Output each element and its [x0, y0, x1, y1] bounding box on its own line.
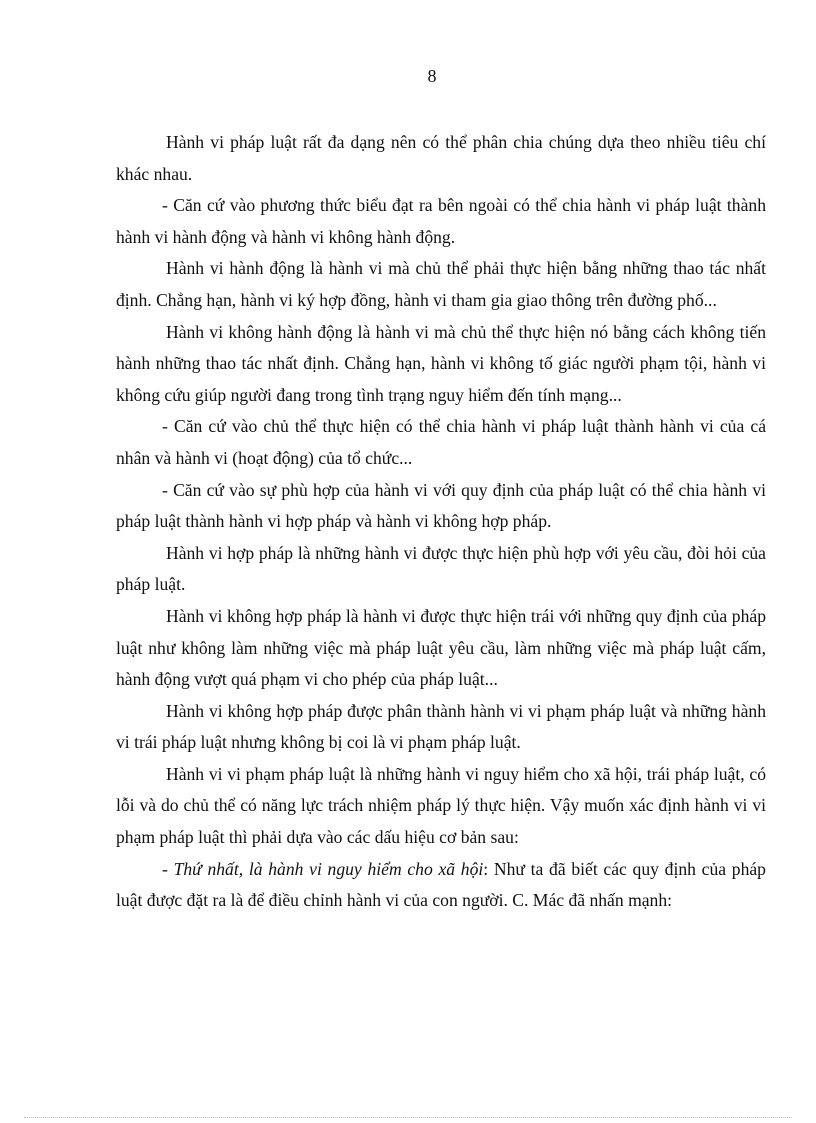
paragraph: Hành vi không hành động là hành vi mà chủ thể thực hiện nó bằng cách không tiến hành những thao tác nhất định. Chẳng hạn, hành vi không tố giác người phạm tội, hành vi không cứu giúp người đang trong tình trạng nguy hiểm đến tính mạng...	[116, 321, 766, 405]
paragraph: Hành vi không hợp pháp được phân thành hành vi vi phạm pháp luật và những hành vi trái pháp luật nhưng không bị coi là vi phạm pháp luật.	[116, 700, 766, 753]
page-number: 8	[427, 66, 437, 86]
paragraph-rest: : Như ta đã biết các quy định của pháp luật được đặt ra là để điều chỉnh hành vi của con người. C. Mác đã nhấn mạnh:	[116, 858, 766, 911]
italic-lead: - Thứ nhất, là hành vi nguy hiểm cho xã hội	[162, 858, 484, 879]
paragraph: Hành vi không hợp pháp là hành vi được thực hiện trái với những quy định của pháp luật như không làm những việc mà pháp luật yêu cầu, làm những việc mà pháp luật cấm, hành động vượt quá phạm vi cho phép của pháp luật...	[116, 605, 766, 690]
paragraph: Hành vi hợp pháp là những hành vi được thực hiện phù hợp với yêu cầu, đòi hỏi của pháp luật.	[116, 542, 766, 595]
paragraph: - Căn cứ vào phương thức biểu đạt ra bên ngoài có thể chia hành vi pháp luật thành hành vi hành động và hành vi không hành động.	[116, 195, 766, 247]
paragraph: - Căn cứ vào sự phù hợp của hành vi với quy định của pháp luật có thể chia hành vi pháp luật thành hành vi hợp pháp và hành vi không hợp pháp.	[116, 479, 766, 532]
document-body	[116, 127, 766, 917]
paragraph: Hành vi hành động là hành vi mà chủ thể phải thực hiện bằng những thao tác nhất định. Chẳng hạn, hành vi ký hợp đồng, hành vi tham gia giao thông trên đường phố...	[116, 258, 766, 310]
page-bottom-divider	[24, 1117, 792, 1118]
paragraph: Hành vi vi phạm pháp luật là những hành vi nguy hiểm cho xã hội, trái pháp luật, có lỗi và do chủ thể có năng lực trách nhiệm pháp lý thực hiện. Vậy muốn xác định hành vi vi phạm pháp luật thì phải dựa vào các dấu hiệu cơ bản sau:	[116, 763, 766, 848]
paragraph: - Căn cứ vào chủ thể thực hiện có thể chia hành vi pháp luật thành hành vi của cá nhân và hành vi (hoạt động) của tổ chức...	[116, 416, 766, 468]
paragraph-last	[116, 854, 766, 917]
paragraph: Hành vi pháp luật rất đa dạng nên có thể phân chia chúng dựa theo nhiều tiêu chí khác nhau.	[116, 132, 766, 184]
